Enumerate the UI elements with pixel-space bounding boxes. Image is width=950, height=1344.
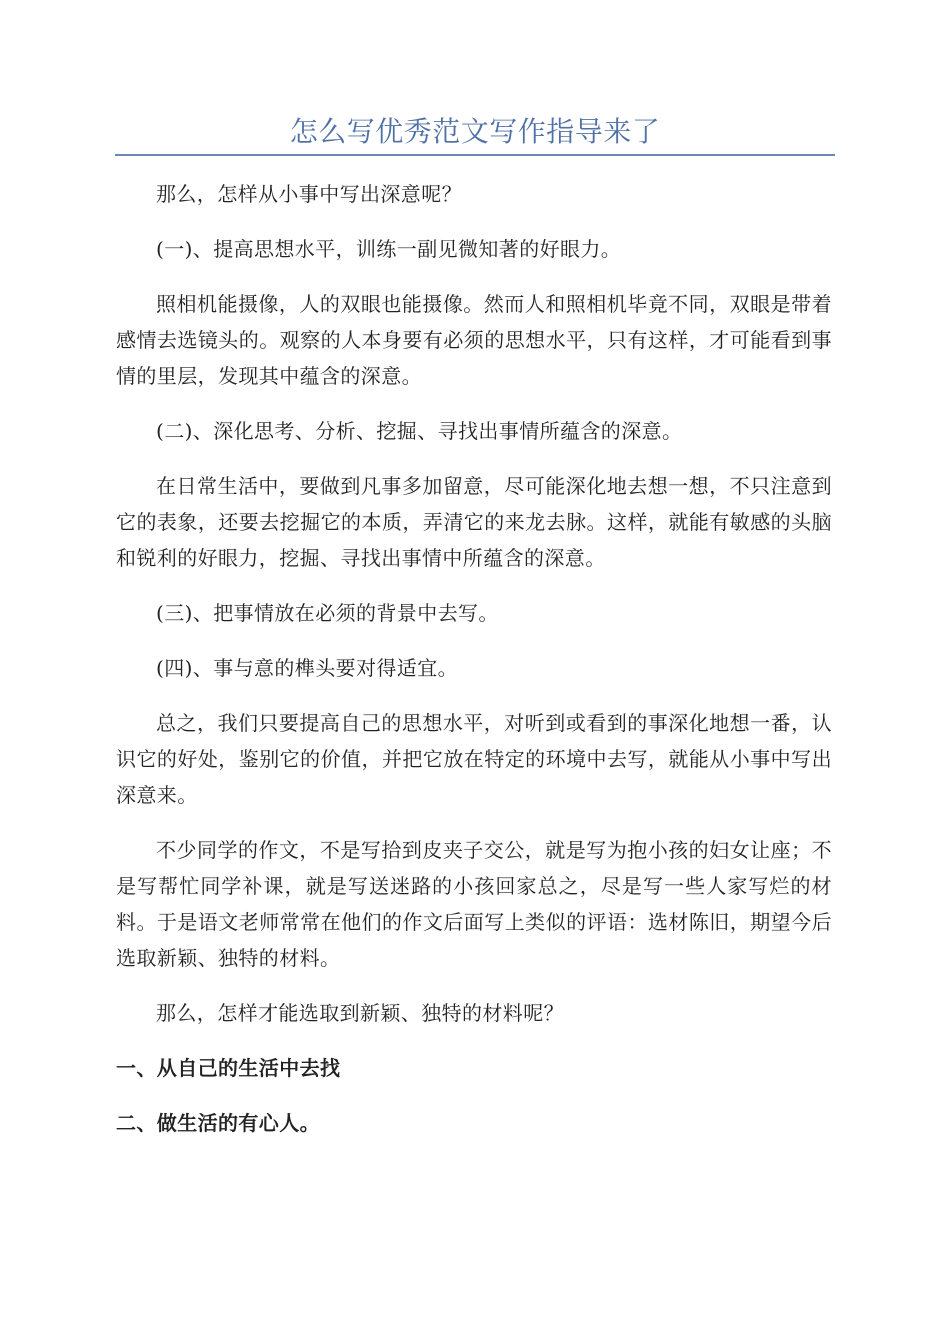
paragraph: 照相机能摄像，人的双眼也能摄像。然而人和照相机毕竟不同，双眼是带着感情去选镜头的。观察的人本身要有必须的思想水平，只有这样，才可能看到事情的里层，发现其中蕴含的深意。	[116, 292, 832, 388]
section-heading: 二、做生活的有心人。	[116, 1111, 320, 1135]
paragraph: (一)、提高思想水平，训练一副见微知著的好眼力。	[156, 237, 622, 261]
paragraph: (四)、事与意的榫头要对得适宜。	[156, 656, 459, 680]
document-body	[116, 176, 832, 1160]
title-underline	[115, 154, 835, 156]
paragraph: 不少同学的作文，不是写拾到皮夹子交公，就是写为抱小孩的妇女让座；不是写帮忙同学补课，就是写送迷路的小孩回家总之，尽是写一些人家写烂的材料。于是语文老师常常在他们的作文后面写上类似的评语：选材陈旧，期望今后选取新颖、独特的材料。	[116, 838, 832, 970]
document-title: 怎么写优秀范文写作指导来了	[289, 115, 661, 148]
paragraph: 在日常生活中，要做到凡事多加留意，尽可能深化地去想一想，不只注意到它的表象，还要去挖掘它的本质，弄清它的来龙去脉。这样，就能有敏感的头脑和锐利的好眼力，挖掘、寻找出事情中所蕴含的深意。	[116, 474, 832, 570]
paragraph: (三)、把事情放在必须的背景中去写。	[156, 601, 499, 625]
paragraph: (二)、深化思考、分析、挖掘、寻找出事情所蕴含的深意。	[156, 419, 683, 443]
paragraph: 那么，怎样从小事中写出深意呢？	[156, 182, 462, 206]
paragraph: 总之，我们只要提高自己的思想水平，对听到或看到的事深化地想一番，认识它的好处，鉴别它的价值，并把它放在特定的环境中去写，就能从小事中写出深意来。	[116, 711, 832, 807]
paragraph: 那么，怎样才能选取到新颖、独特的材料呢？	[156, 1001, 564, 1025]
section-heading: 一、从自己的生活中去找	[116, 1056, 341, 1080]
